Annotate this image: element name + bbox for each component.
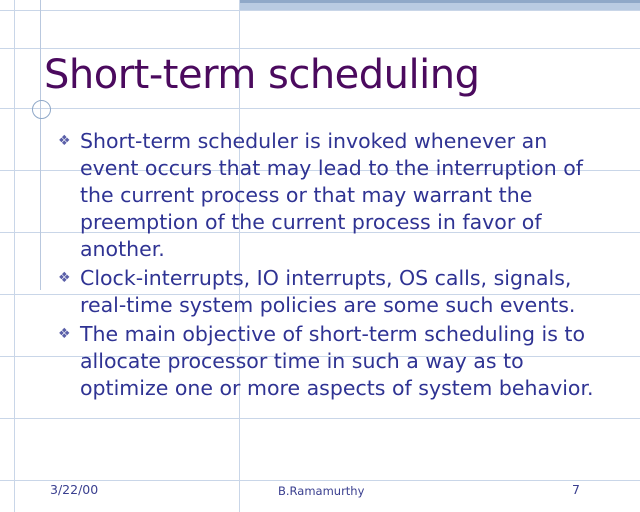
list-item: [58, 321, 610, 402]
header-accent-bar-dark: [240, 0, 640, 3]
background-rule-line: [14, 0, 15, 512]
background-rule-line: [0, 10, 640, 11]
background-rule-line: [0, 480, 640, 481]
footer-date: 3/22/00: [50, 482, 99, 497]
footer-author: B.Ramamurthy: [278, 484, 365, 498]
background-rule-line: [0, 48, 640, 49]
list-item-text: The main objective of short-term scheduling is to allocate processor time in such a way as to optimize one or more aspects of system behavior.: [80, 322, 594, 401]
background-rule-line: [0, 418, 640, 419]
bullet-marker-icon: ❖: [58, 326, 71, 343]
background-rule-line: [40, 0, 41, 290]
list-item: [58, 265, 610, 319]
page-title: Short-term scheduling: [44, 52, 480, 98]
list-item-text: Short-term scheduler is invoked whenever an event occurs that may lead to the interruption of the current process or that may warrant the preemption of the current process in favor of another.: [80, 129, 583, 262]
slide-footer: [0, 482, 640, 504]
bullet-marker-icon: ❖: [58, 270, 71, 287]
decorative-ring: [32, 100, 51, 119]
bullet-marker-icon: ❖: [58, 133, 71, 149]
footer-page-number: 7: [572, 482, 580, 497]
bullet-list: [58, 128, 610, 404]
list-item: [58, 128, 610, 263]
background-rule-line: [0, 108, 640, 109]
list-item-text: Clock-interrupts, IO interrupts, OS calls, signals, real-time system policies are some such events.: [80, 266, 576, 318]
